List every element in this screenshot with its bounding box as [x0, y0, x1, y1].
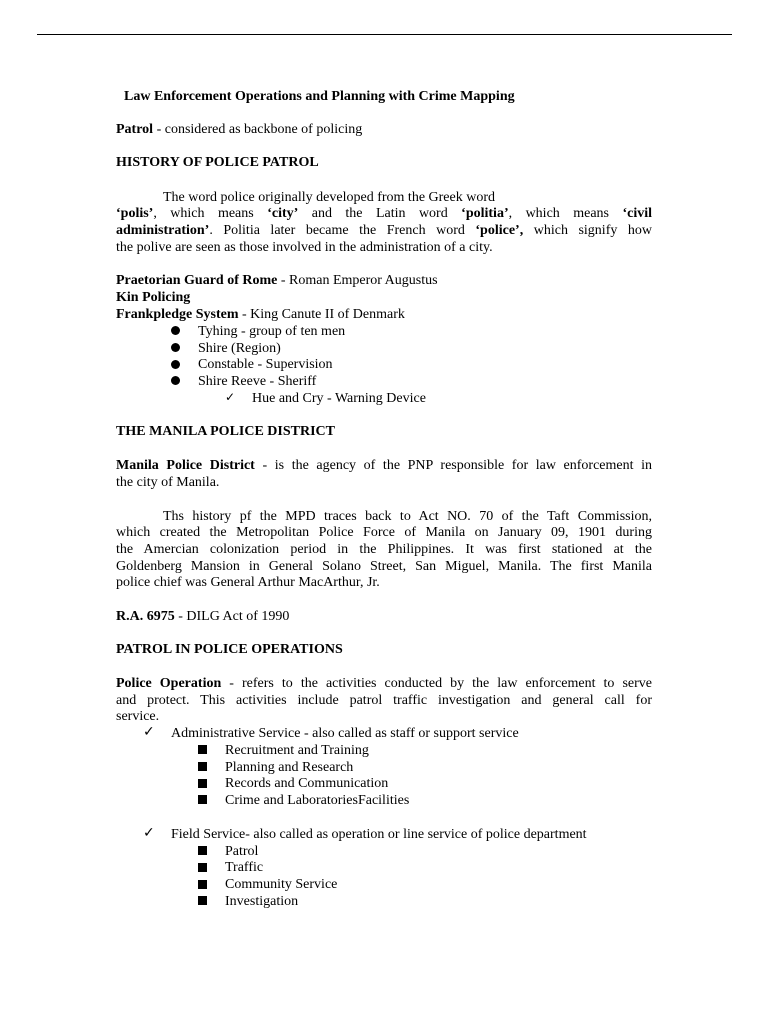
list-item: Crime and LaboratoriesFacilities	[225, 793, 410, 808]
police-operation-line-3: service.	[116, 709, 160, 724]
bullet-disc	[171, 360, 180, 369]
bullet-square	[198, 745, 207, 754]
mpd-history-line-1: Ths history pf the MPD traces back to Act NO. 70 of the Taft Commission,	[163, 509, 652, 524]
list-item: Tyhing - group of ten men	[198, 324, 346, 339]
heading-manila: THE MANILA POLICE DISTRICT	[116, 424, 335, 439]
patrol-definition: Patrol - considered as backbone of policing	[116, 122, 363, 137]
bullet-disc	[171, 326, 180, 335]
history-line-2: ‘polis’, which means ‘city’ and the Latin word ‘politia’, which means ‘civil	[116, 206, 653, 221]
bullet-square	[198, 880, 207, 889]
checkmark-icon: ✓	[225, 390, 236, 404]
list-item: Patrol	[225, 844, 259, 859]
mpd-line-1: Manila Police District - is the agency of the PNP responsible for law enforcement in	[116, 458, 652, 473]
list-item: Constable - Supervision	[198, 357, 333, 372]
list-item: Planning and Research	[225, 760, 354, 775]
police-operation-line-2: and protect. This activities include patrol traffic investigation and general call for	[116, 693, 652, 708]
checkmark-icon: ✓	[143, 724, 155, 740]
history-line-3: administration’. Politia later became the French word ‘police’, which signify how	[116, 223, 652, 238]
bullet-disc	[171, 343, 180, 352]
history-line-1: The word police originally developed from the Greek word	[163, 190, 496, 205]
list-item: Community Service	[225, 877, 338, 892]
mpd-history-line-4: Goldenberg Mansion in General Solano Street, San Miguel, Manila. The first Manila	[116, 559, 652, 574]
list-item: Shire Reeve - Sheriff	[198, 374, 317, 389]
list-sub-item: Hue and Cry - Warning Device	[252, 391, 426, 406]
mpd-history-line-3: the Amercian colonization period in the Philippines. It was first stationed at the	[116, 542, 652, 557]
praetorian-guard: Praetorian Guard of Rome - Roman Emperor Augustus	[116, 273, 438, 288]
bullet-square	[198, 762, 207, 771]
bullet-square	[198, 896, 207, 905]
mpd-history-line-5: police chief was General Arthur MacArthur, Jr.	[116, 575, 380, 590]
bullet-square	[198, 779, 207, 788]
police-operation-line-1: Police Operation - refers to the activities conducted by the law enforcement to serve	[116, 676, 653, 691]
mpd-line-2: the city of Manila.	[116, 475, 220, 490]
kin-policing: Kin Policing	[116, 290, 191, 305]
heading-patrol-operations: PATROL IN POLICE OPERATIONS	[116, 642, 343, 657]
bullet-square	[198, 846, 207, 855]
heading-history: HISTORY OF POLICE PATROL	[116, 155, 319, 170]
checkmark-icon: ✓	[143, 825, 155, 841]
list-item: Shire (Region)	[198, 341, 281, 356]
document-title: Law Enforcement Operations and Planning with Crime Mapping	[124, 89, 515, 104]
bullet-disc	[171, 376, 180, 385]
field-service: Field Service- also called as operation or line service of police department	[171, 827, 587, 842]
bullet-square	[198, 795, 207, 804]
list-item: Records and Communication	[225, 776, 389, 791]
list-item: Traffic	[225, 860, 264, 875]
history-line-4: the polive are seen as those involved in the administration of a city.	[116, 240, 493, 255]
mpd-history-line-2: which created the Metropolitan Police Force of Manila on January 09, 1901 during	[116, 525, 652, 540]
list-item: Investigation	[225, 894, 299, 909]
frankpledge-system: Frankpledge System - King Canute II of Denmark	[116, 307, 405, 322]
list-item: Recruitment and Training	[225, 743, 369, 758]
ra-6975: R.A. 6975 - DILG Act of 1990	[116, 609, 290, 624]
header-rule	[37, 34, 732, 35]
bullet-square	[198, 863, 207, 872]
administrative-service: Administrative Service - also called as staff or support service	[171, 726, 519, 741]
